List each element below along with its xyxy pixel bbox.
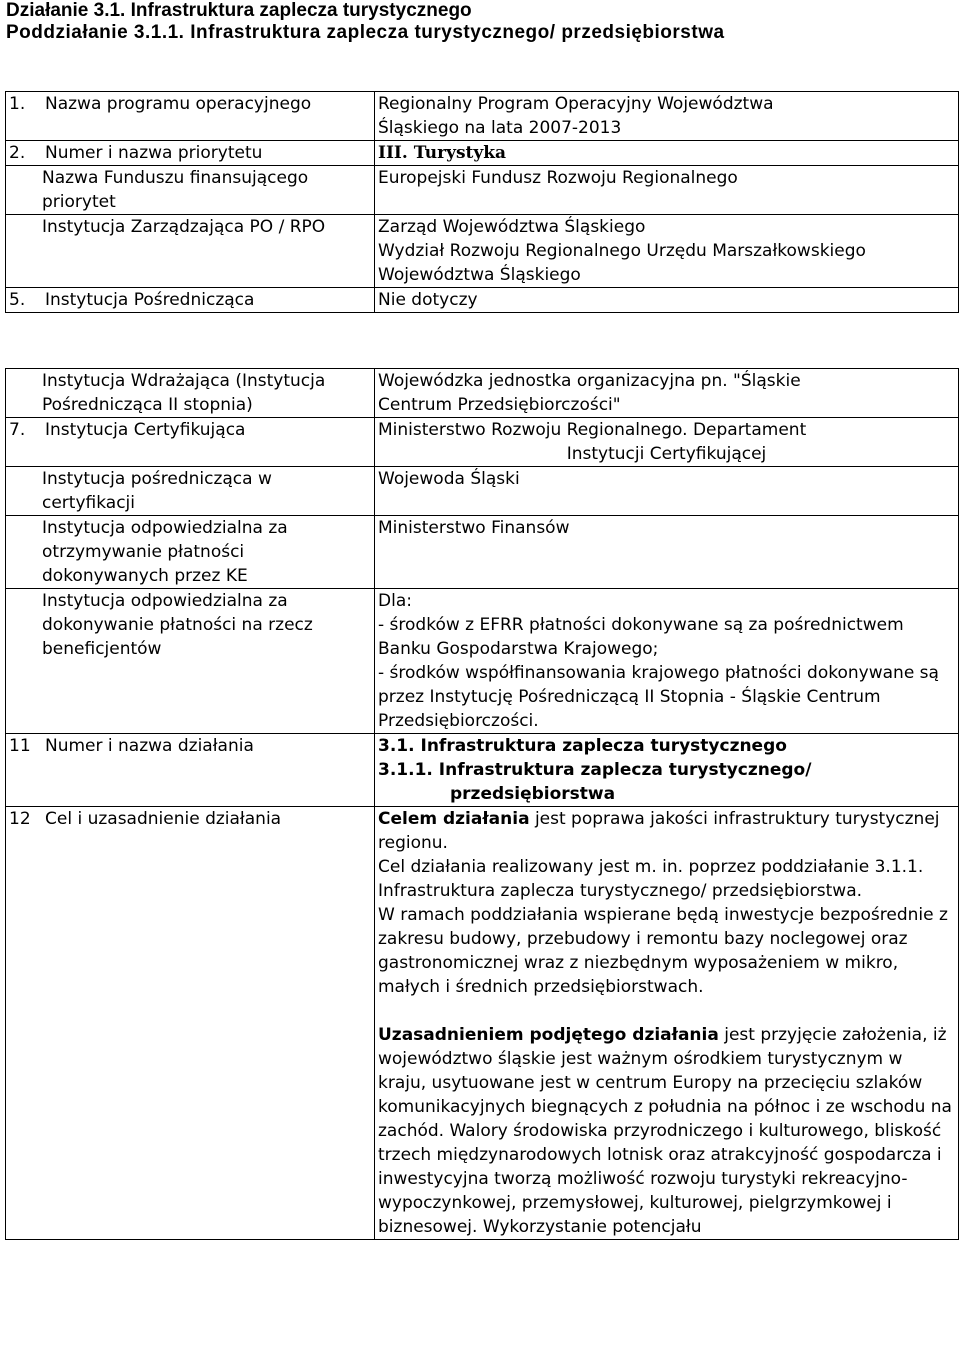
row-label: 1. Nazwa programu operacyjnego [6, 92, 375, 141]
action-title: Działanie 3.1. Infrastruktura zaplecza turystycznego [6, 0, 472, 21]
row-label: Instytucja odpowiedzialna za dokonywanie płatności na rzecz beneficjentów [6, 589, 375, 734]
table-row [6, 166, 959, 215]
row-value: III. Turystyka [375, 141, 959, 166]
row-value: Europejski Fundusz Rozwoju Regionalnego [375, 166, 959, 215]
row-value: Ministerstwo Finansów [375, 516, 959, 589]
row-value: Wojewódzka jednostka organizacyjna pn. "Śląskie Centrum Przedsiębiorczości" [375, 369, 959, 418]
table-row [6, 516, 959, 589]
table-row [6, 734, 959, 807]
table-row [6, 369, 959, 418]
subaction-title: Poddziałanie 3.1.1. Infrastruktura zaplecza turystycznego/ przedsiębiorstwa [6, 22, 725, 43]
row-label: 5. Instytucja Pośrednicząca [6, 288, 375, 313]
row-value: Zarząd Województwa Śląskiego Wydział Rozwoju Regionalnego Urzędu Marszałkowskiego Województwa Śląskiego [375, 215, 959, 288]
table-row [6, 288, 959, 313]
table-row [6, 418, 959, 467]
document-header [6, 0, 725, 44]
row-label: 2. Numer i nazwa priorytetu [6, 141, 375, 166]
table-row [6, 467, 959, 516]
table-row [6, 589, 959, 734]
program-info-table [5, 91, 959, 313]
row-value: Nie dotyczy [375, 288, 959, 313]
row-label: Nazwa Funduszu finansującego priorytet [6, 166, 375, 215]
justification-lead: Uzasadnieniem podjętego działania [378, 1025, 719, 1045]
row-value: Ministerstwo Rozwoju Regionalnego. Departament Instytucji Certyfikującej [375, 418, 959, 467]
row-label: 12 Cel i uzasadnienie działania [6, 807, 375, 1240]
table-row [6, 807, 959, 1240]
goal-lead: Celem działania [378, 809, 530, 829]
row-value: Celem działania jest poprawa jakości infrastruktury turystycznej regionu. Cel działania realizowany jest m. in. poprzez poddziałanie 3.1.1. Infrastruktura zaplecza turystycznego/ przedsiębiorstwa. W ramach poddziałania wspierane będą inwestycje bezpośrednie z zakresu budowy, przebudowy i remontu bazy noclegowej oraz gastronomicznej wraz z niezbędnym wyposażeniem w mikro, małych i średnich przedsiębiorstwach. Uzasadnieniem podjętego działania jest przyjęcie założenia, iż województwo śląskie jest ważnym ośrodkiem turystycznym w kraju, usytuowane jest w centrum Europy na przecięciu szlaków komunikacyjnych biegnących z południa na północ i ze wschodu na zachód. Walory środowiska przyrodniczego i kulturowego, bliskość trzech międzynarodowych lotnisk oraz atrakcyjność gospodarcza i inwestycyjna tworzą możliwość rozwoju turystyki rekreacyjno-wypoczynkowej, przemysłowej, kulturowej, pielgrzymkowej i biznesowej. Wykorzystanie potencjału [375, 807, 959, 1240]
row-label: Instytucja pośrednicząca w certyfikacji [6, 467, 375, 516]
row-value: 3.1. Infrastruktura zaplecza turystycznego 3.1.1. Infrastruktura zaplecza turystycznego/ przedsiębiorstwa [375, 734, 959, 807]
institutions-table [5, 368, 959, 1240]
row-label: Instytucja odpowiedzialna za otrzymywanie płatności dokonywanych przez KE [6, 516, 375, 589]
row-label: Instytucja Zarządzająca PO / RPO [6, 215, 375, 288]
table-row [6, 141, 959, 166]
row-label: 11 Numer i nazwa działania [6, 734, 375, 807]
table-row [6, 215, 959, 288]
row-value: Dla: - środków z EFRR płatności dokonywane są za pośrednictwem Banku Gospodarstwa Krajowego; - środków współfinansowania krajowego płatności dokonywane są przez Instytucję Pośredniczącą II Stopnia - Śląskie Centrum Przedsiębiorczości. [375, 589, 959, 734]
row-label: Instytucja Wdrażająca (Instytucja Pośrednicząca II stopnia) [6, 369, 375, 418]
row-value: Wojewoda Śląski [375, 467, 959, 516]
row-value: Regionalny Program Operacyjny Województwa Śląskiego na lata 2007-2013 [375, 92, 959, 141]
table-row [6, 92, 959, 141]
row-label: 7. Instytucja Certyfikująca [6, 418, 375, 467]
